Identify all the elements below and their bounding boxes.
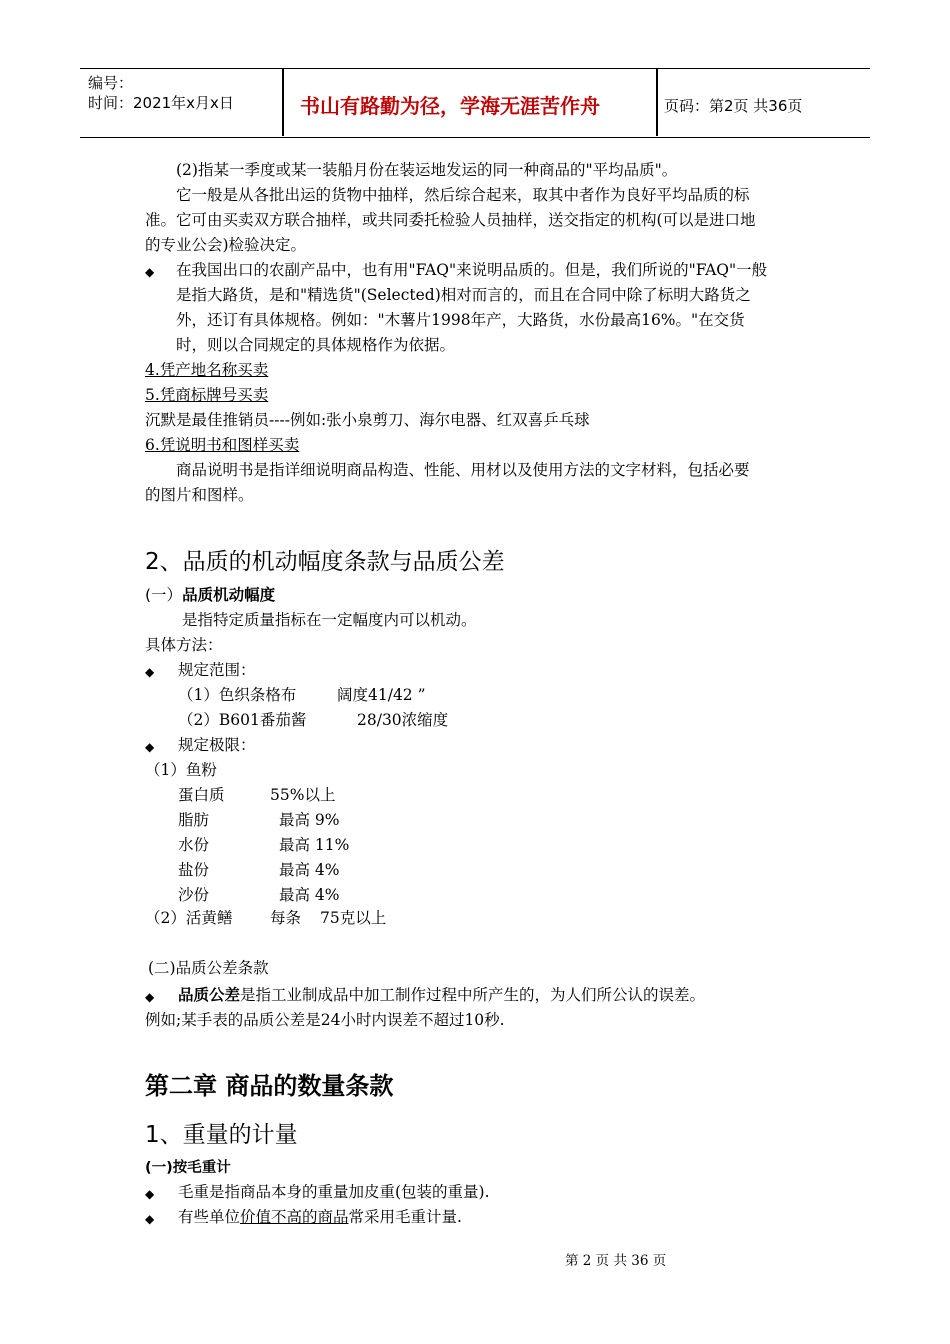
body-line: 它一般是从各批出运的货物中抽样，然后综合起来，取其中者作为良好平均品质的标 <box>176 186 750 204</box>
subsection-label: 品质机动幅度 <box>182 586 276 604</box>
body-line: 在我国出口的农副产品中，也有用"FAQ"来说明品质的。但是，我们所说的"FAQ"一般 <box>176 261 768 279</box>
body-line: 是指特定质量指标在一定幅度内可以机动。 <box>182 611 477 629</box>
section-heading-5: 5.凭商标牌号买卖 <box>145 386 269 404</box>
term-definition: 是指工业制成品中加工制作过程中所产生的，为人们所公认的误差。 <box>240 986 706 1004</box>
spec-name: （2）活黄鳝 <box>145 909 233 927</box>
section-title: 2、品质的机动幅度条款与品质公差 <box>145 549 505 575</box>
fish-row-name: 脂肪 <box>178 811 210 829</box>
fish-row-value: 最高 11% <box>279 836 350 854</box>
text-underlined: 价值不高的商品 <box>240 1208 349 1226</box>
fish-row-value: 最高 9% <box>279 811 340 829</box>
subsection-title: (二)品质公差条款 <box>148 959 269 977</box>
body-line: 的图片和图样。 <box>145 486 254 504</box>
text-segment: 有些单位 <box>178 1208 241 1226</box>
term-bold: 品质公差 <box>178 985 241 1004</box>
bullet-icon: ◆ <box>145 265 155 279</box>
fish-row-name: 水份 <box>178 836 210 854</box>
section-title: 1、重量的计量 <box>145 1122 298 1148</box>
header-number-label: 编号： <box>88 74 134 92</box>
fish-row-value: 最高 4% <box>279 861 340 879</box>
bullet-icon: ◆ <box>145 990 155 1004</box>
spec-value: 阔度41/42 ” <box>337 686 426 704</box>
spec-name: （1）色织条格布 <box>178 686 297 704</box>
body-line <box>178 985 705 1005</box>
spec-value: 28/30浓缩度 <box>357 711 449 729</box>
text-segment: 常采用毛重计量. <box>348 1208 462 1226</box>
body-line: 准。它可由买卖双方联合抽样，或共同委托检验人员抽样，送交指定的机构(可以是进口地 <box>145 211 756 229</box>
header-divider <box>282 68 284 136</box>
section-heading-6: 6.凭说明书和图样买卖 <box>145 436 300 454</box>
fish-row-name: 沙份 <box>178 886 210 904</box>
fish-row-name: 蛋白质 <box>178 786 225 804</box>
bullet-icon: ◆ <box>145 1212 155 1226</box>
body-line <box>178 1207 462 1227</box>
body-line: 外，还订有具体规格。例如："木薯片1998年产，大路货，水份最高16%。"在交货 <box>176 311 745 329</box>
spec-value: 75克以上 <box>320 909 387 927</box>
body-line: (2)指某一季度或某一装船月份在装运地发运的同一种商品的"平均品质"。 <box>176 161 678 179</box>
body-line: （1）鱼粉 <box>145 761 217 779</box>
subsection-prefix: (一） <box>145 586 183 604</box>
fish-row-value: 最高 4% <box>279 886 340 904</box>
footer-page-number: 第 2 页 共 36 页 <box>565 1253 667 1269</box>
body-line: 具体方法： <box>145 636 223 654</box>
section-heading-4: 4.凭产地名称买卖 <box>145 361 269 379</box>
header-divider <box>656 68 658 136</box>
body-line: 规定范围： <box>178 661 256 679</box>
bullet-icon: ◆ <box>145 740 155 754</box>
header-motto: 书山有路勤为径，学海无涯苦作舟 <box>300 94 600 118</box>
body-line: 商品说明书是指详细说明商品构造、性能、用材以及使用方法的文字材料，包括必要 <box>176 461 750 479</box>
spec-name: （2）B601番茄酱 <box>178 711 307 729</box>
subsection-title: (一)按毛重计 <box>145 1160 231 1176</box>
body-line: 例如;某手表的品质公差是24小时内误差不超过10秒. <box>145 1011 505 1029</box>
fish-row-name: 盐份 <box>178 861 210 879</box>
bullet-icon: ◆ <box>145 665 155 679</box>
chapter-title: 第二章 商品的数量条款 <box>145 1072 394 1100</box>
bullet-icon: ◆ <box>145 1187 155 1201</box>
body-line: 的专业公会)检验决定。 <box>145 236 307 254</box>
header-date-label: 时间：2021年x月x日 <box>88 94 234 112</box>
body-line: 毛重是指商品本身的重量加皮重(包装的重量). <box>178 1183 490 1201</box>
body-line: 沉默是最佳推销员----例如:张小泉剪刀、海尔电器、红双喜乒乓球 <box>145 411 590 429</box>
fish-row-value: 55%以上 <box>270 786 336 804</box>
body-line: 是指大路货，是和"精选货"(Selected)相对而言的，而且在合同中除了标明大路货之 <box>176 286 751 304</box>
body-line: 时，则以合同规定的具体规格作为依据。 <box>176 336 456 354</box>
header-page-label: 页码：第2页 共36页 <box>664 97 803 115</box>
body-line: 规定极限： <box>178 736 256 754</box>
subsection-title <box>145 585 275 605</box>
spec-unit: 每条 <box>270 909 302 927</box>
